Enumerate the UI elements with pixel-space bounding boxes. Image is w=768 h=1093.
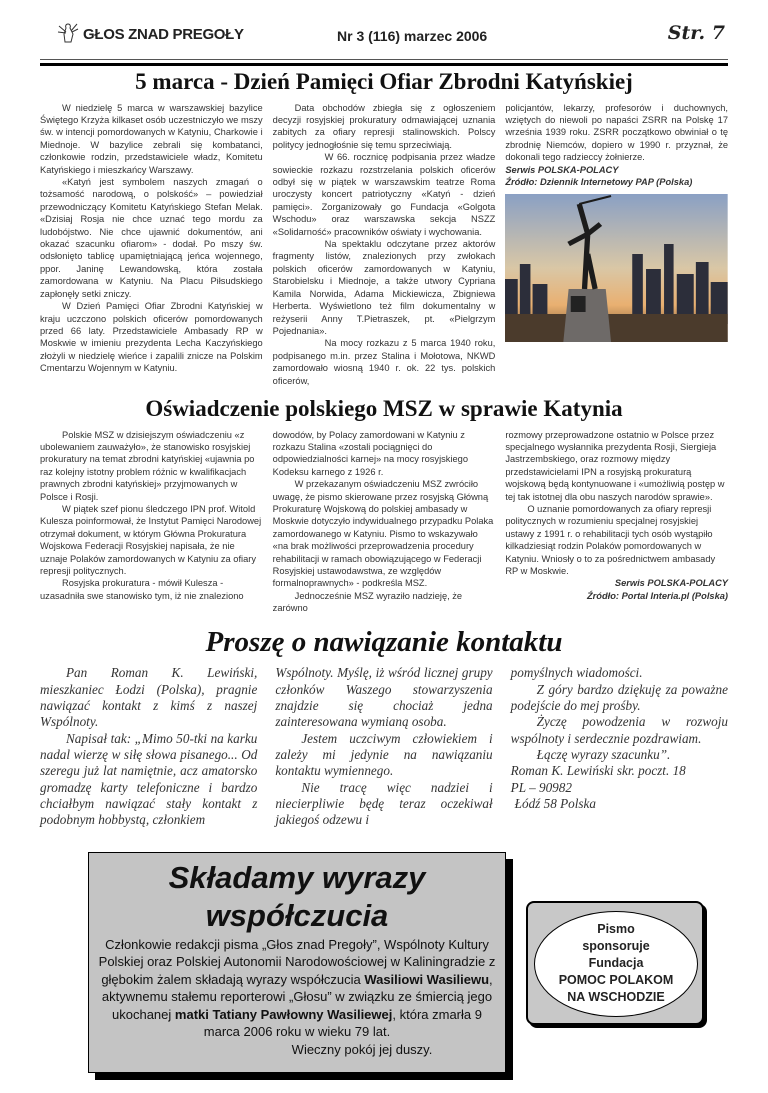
paragraph: Jednocześnie MSZ wyraziło nadzieję, że zarówno bbox=[272, 590, 463, 614]
article1-body bbox=[40, 102, 728, 387]
page-number: Str. 7 bbox=[667, 22, 725, 44]
paragraph: Pan Roman K. Lewiński, mieszkaniec Łodzi (Polska), pragnie nawiązać kontakt z kimś z naszej Wspólnoty. bbox=[40, 665, 258, 730]
source: Źródło: Dziennik Internetowy PAP (Polska) bbox=[505, 177, 693, 188]
paragraph: policjantów, lekarzy, profesorów i duchownych, wziętych do niewoli po napaści ZSRR na Polskę 17 września 1939 roku. ZSRR początkowo obwiniał o tę zbrodnię Niemców, dopiero w 1990 r. przyznał, że dokonali tego radzieccy żołnierze. bbox=[505, 102, 729, 163]
paragraph: Polskie MSZ w dzisiejszym oświadczeniu «z ubolewaniem zauważyło», że stanowisko rosyjskiej prokuratury na temat zbrodni katyńskiej «ujawnia po raz kolejny istotny problem różnic w kwalifikacjach prawnych zbrodni katyńskiej» przyjmowanych w Polsce i Rosji. bbox=[40, 429, 255, 502]
paragraph: Życzę powodzenia w rozwoju wspólnoty i serdecznie pozdrawiam. bbox=[510, 714, 728, 746]
page-header bbox=[55, 20, 725, 50]
article2-col1 bbox=[40, 429, 263, 603]
paragraph: Rosyjska prokuratura - mówił Kulesza - uzasadniła swe stanowisko tym, iż nie znaleziono bbox=[40, 578, 244, 601]
text: , która zmarła 9 marca 2006 roku w wieku 79 lat. bbox=[203, 1006, 482, 1040]
header-rule bbox=[40, 59, 728, 60]
paper-name: GŁOS ZNAD PREGOŁY bbox=[83, 26, 244, 43]
condolence-text bbox=[93, 936, 501, 1059]
text: Wieczny pokój jej duszy. bbox=[291, 1041, 433, 1057]
paragraph: Jestem uczciwym człowiekiem i zależy mi jedynie na nawiązaniu kontaktu wymiennego. bbox=[275, 730, 493, 779]
paragraph: W Dzień Pamięci Ofiar Zbrodni Katyńskiej w kraju uczczono polskich oficerów pomordowanych przed 66 laty. Przedstawiciele Ambasady RP w Moskwie w imieniu prezydenta Lecha Kaczyńskiego złożyli w niedzielę wieńce i zapalili znicze na Polskim Cmentarzu Wojennym w Katyniu. bbox=[40, 301, 263, 374]
text: Członkowie redakcji pisma „Głos znad Pregoły”, Wspólnoty Kultury Polskiej oraz Polskiej Autonomii Narodowościowej w Kaliningradzie z głębokim żalem składają wyrazy współczucia bbox=[98, 936, 496, 987]
address-line: PL – 90982 bbox=[510, 779, 572, 795]
paragraph: «Katyń jest symbolem naszych zmagań o tożsamość narodową, o polskość» – powiedział przewodniczący Komitetu Katyńskiego Stefan Melak. «Dzisiaj Rosja nie chce uznać tego mordu za ludobójstwo. Nie chce ujawnić dokumentów, ani okazać szacunku ofiarom» - dodał. Po mszy św. odsłonięto tablicę upamiętniającą jeńca wojennego, ppor. Janinę Lewandowską, która została zamordowana w Katyniu. Na Placu Piłsudskiego zapłonęły setki zniczy. bbox=[40, 177, 263, 299]
article1-col3 bbox=[505, 102, 728, 343]
article3-col3 bbox=[511, 665, 728, 812]
article1-title: 5 marca - Dzień Pamięci Ofiar Zbrodni Katyńskiej bbox=[135, 69, 633, 94]
person-name: matki Tatiany Pawłowny Wasiliewej bbox=[174, 1006, 393, 1022]
article3-title: Proszę o nawiązanie kontaktu bbox=[205, 625, 563, 658]
paragraph: W 66. rocznicę podpisania przez władze sowieckie rozkazu rozstrzelania polskich oficerów odbył się w piątek w warszawskim teatrze Roma uroczysty koncert patriotyczny «Katyń - dzień pamięci». Zorganizowały go Fundacja «Golgota Wschodu» oraz warszawska sekcja NSZZ «Solidarność» pracowników oświaty i wychowania. bbox=[272, 152, 496, 237]
sponsor-line: NA WSCHODZIE bbox=[567, 990, 665, 1005]
bottom-row bbox=[40, 852, 728, 1073]
paragraph: Napisał tak: „Mimo 50-tki na karku nadal wierzę w siłę słowa pisanego... Od szeregu już lat namiętnie, acz amatorsko gromadzę karty telefoniczne i bardzo chciałbym nawiązać stały kontakt z podobnym hobbystą, członkiem bbox=[40, 730, 258, 828]
paragraph: W piątek szef pionu śledczego IPN prof. Witold Kulesza poinformował, że Instytut Pamięci Narodowej otrzymał dokument, w którym Główna Prokuratura Wojskowa Federacji Rosyjskiej napisała, że nie uznaje Polaków zamordowanych w Katyniu za ofiary represji politycznych. bbox=[40, 503, 262, 576]
article1-col2 bbox=[273, 102, 496, 387]
address-line: Roman K. Lewiński skr. poczt. 18 bbox=[510, 763, 686, 779]
article3-col2 bbox=[275, 665, 492, 828]
header-rule-thick bbox=[40, 63, 728, 66]
paragraph: W przekazanym oświadczeniu MSZ zwróciło uwagę, że pismo skierowane przez rosyjską Główną Prokuraturę Wojskową do polskiej ambasady w Moskwie dotyczyło indywidualnego przypadku Polaka zamordowanego w Katyniu. Pismo to wskazywało «na brak możliwości przeprowadzenia procedury rehabilitacji w ramach obowiązującego w Federacji Rosyjskiej ustawodawstwa, ze względów formalnoprawnych» - podkreśla MSZ. bbox=[272, 479, 494, 589]
source: Źródło: Portal Interia.pl (Polska) bbox=[586, 590, 729, 601]
paragraph: Data obchodów zbiegła się z ogłoszeniem decyzji rosyjskiej prokuratury odmawiającej uznania zabitych za ofiary represji stalinowskich. Polscy politycy jednogłośnie się temu sprzeciwiają. bbox=[272, 102, 496, 150]
issue-number: Nr 3 (116) marzec 2006 bbox=[337, 28, 488, 44]
address-line: Łódź 58 Polska bbox=[514, 795, 596, 811]
condolence-box bbox=[88, 852, 506, 1073]
paragraph: W niedzielę 5 marca w warszawskiej bazylice Świętego Krzyża kilkaset osób uczestniczyło we mszy św. w intencji pomordowanych w Katyniu, Charkowie i Miednoje. W bazylice zebrali się kombatanci, członkowie rodzin, przedstawiciele władz, Komitetu Katyńskiego i mieszkańcy Warszawy. bbox=[40, 102, 263, 175]
sponsor-box bbox=[526, 901, 704, 1025]
article1-col1 bbox=[40, 102, 263, 375]
article2-col2 bbox=[273, 429, 496, 615]
sponsor-line: Pismo bbox=[597, 922, 635, 937]
paragraph: O uznanie pomordowanych za ofiary represji politycznych w rozumieniu specjalnej rosyjskiej ustawy z 1991 r. o rehabilitacji tych osób wystąpiło kilkadziesiąt rodzin Polaków pomordowanych w Katyniu. Wniosły o to za pośrednictwem ambasady RP w Moskwie. bbox=[505, 503, 716, 576]
paragraph: dowodów, by Polacy zamordowani w Katyniu z rozkazu Stalina «zostali pociągnięci do odpowiedzialności karnej» na mocy rosyjskiego Kodeksu karnego z 1926 r. bbox=[272, 429, 469, 477]
article3-body bbox=[40, 665, 728, 828]
article2-title: Oświadczenie polskiego MSZ w sprawie Katynia bbox=[145, 395, 623, 421]
paragraph: Wspólnoty. Myślę, iż wśród licznej grupy członków Waszego stowarzyszenia znajdzie się chociaż jedna zainteresowana wymianą osoba. bbox=[275, 665, 493, 730]
paragraph: Nie tracę więc nadziei i niecierpliwie będę teraz oczekiwał jakiegoś odzewu i bbox=[275, 779, 493, 828]
article2-body bbox=[40, 429, 728, 615]
sponsor-line: Fundacja bbox=[588, 956, 644, 971]
paragraph: Łączę wyrazy szacunku”. bbox=[536, 746, 671, 762]
condolence-title: Składamy wyrazy współczucia bbox=[168, 860, 426, 933]
signature: Serwis POLSKA-POLACY bbox=[505, 164, 619, 175]
sponsor-line: POMOC POLAKOM bbox=[558, 973, 674, 988]
katyn-monument-photo bbox=[505, 194, 728, 342]
article2-col3 bbox=[505, 429, 728, 603]
paragraph: Na spektaklu odczytane przez aktorów fragmenty listów, znalezionych przy zwłokach polskich oficerów zamordowanych w Katyniu, Starobielsku i Miednoje, a także utwory Cypriana Kamila Norwida, Adama Mickiewicza, Zbigniewa Herberta. Wyświetlono też film dokumentalny w reżyserii Anny T.Pietraszek, pt. «Pielgrzym Pojednania». bbox=[272, 239, 496, 336]
paragraph: rozmowy przeprowadzone ostatnio w Polsce przez specjalnego wysłannika prezydenta Rosji, Siergieja Jastrzembskiego, oraz rozmowy między przedstawicielami IPN a rosyjską prokuraturą wojskową będą kontynuowane i «umożliwią postęp w tej tak istotnej dla obu naszych narodów sprawie». bbox=[505, 429, 725, 502]
paragraph: Z góry bardzo dziękuję za poważne podejście do mej prośby. bbox=[510, 681, 728, 714]
signature: Serwis POLSKA-POLACY bbox=[614, 578, 729, 589]
paragraph: Na mocy rozkazu z 5 marca 1940 roku, podpisanego m.in. przez Stalina i Mołotowa, NKWD zamordowało wiosną 1940 r. ok. 22 tys. polskich oficerów, bbox=[272, 338, 496, 386]
paragraph: pomyślnych wiadomości. bbox=[510, 665, 643, 681]
person-name: Wasiliowi Wasiliewu bbox=[364, 971, 490, 987]
article3-col1 bbox=[40, 665, 257, 828]
sponsor-line: sponsoruje bbox=[582, 939, 650, 954]
angel-logo-icon bbox=[55, 20, 81, 46]
sponsor-oval bbox=[534, 911, 698, 1017]
text: , aktywnemu stałemu reporterowi „Głosu” w związku ze śmiercią jego ukochanej bbox=[101, 971, 493, 1022]
